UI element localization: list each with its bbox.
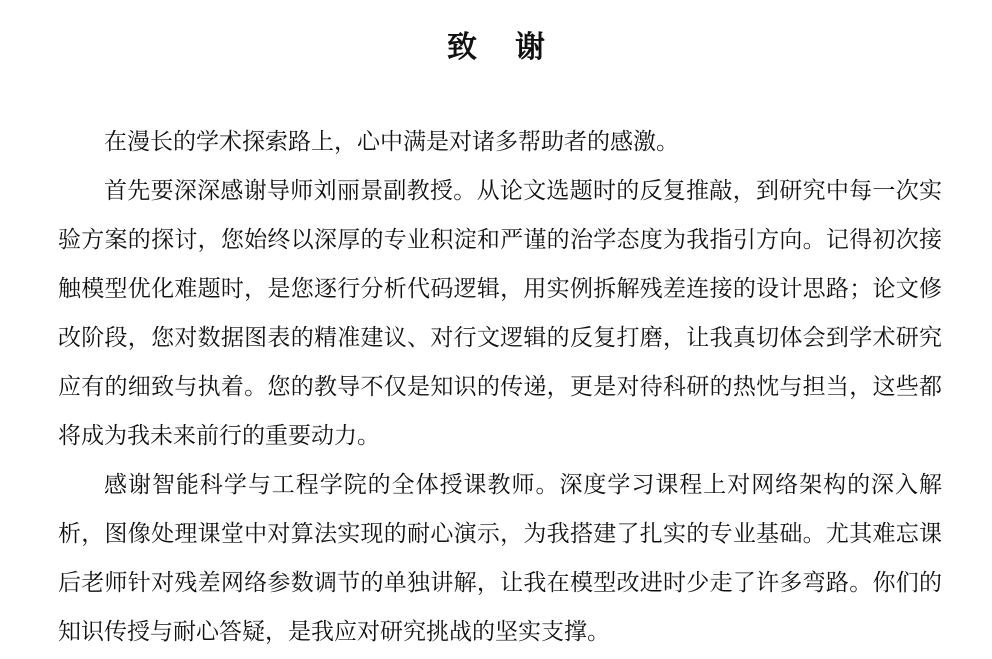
- document-body: [58, 118, 942, 657]
- paragraph: 首先要深深感谢导师刘丽景副教授。从论文选题时的反复推敲，到研究中每一次实验方案的探讨，您始终以深厚的专业积淀和严谨的治学态度为我指引方向。记得初次接触模型优化难题时，是您逐行分析代码逻辑，用实例拆解残差连接的设计思路；论文修改阶段，您对数据图表的精准建议、对行文逻辑的反复打磨，让我真切体会到学术研究应有的细致与执着。您的教导不仅是知识的传递，更是对待科研的热忱与担当，这些都将成为我未来前行的重要动力。: [58, 178, 942, 449]
- paragraph: 感谢智能科学与工程学院的全体授课教师。深度学习课程上对网络架构的深入解析，图像处理课堂中对算法实现的耐心演示，为我搭建了扎实的专业基础。尤其难忘课后老师针对残差网络参数调节的单独讲解，让我在模型改进时少走了许多弯路。你们的知识传授与耐心答疑，是我应对研究挑战的坚实支撑。: [58, 472, 942, 645]
- paragraph: 在漫长的学术探索路上，心中满是对诸多帮助者的感激。: [104, 129, 679, 155]
- page-title: 致谢: [447, 30, 583, 65]
